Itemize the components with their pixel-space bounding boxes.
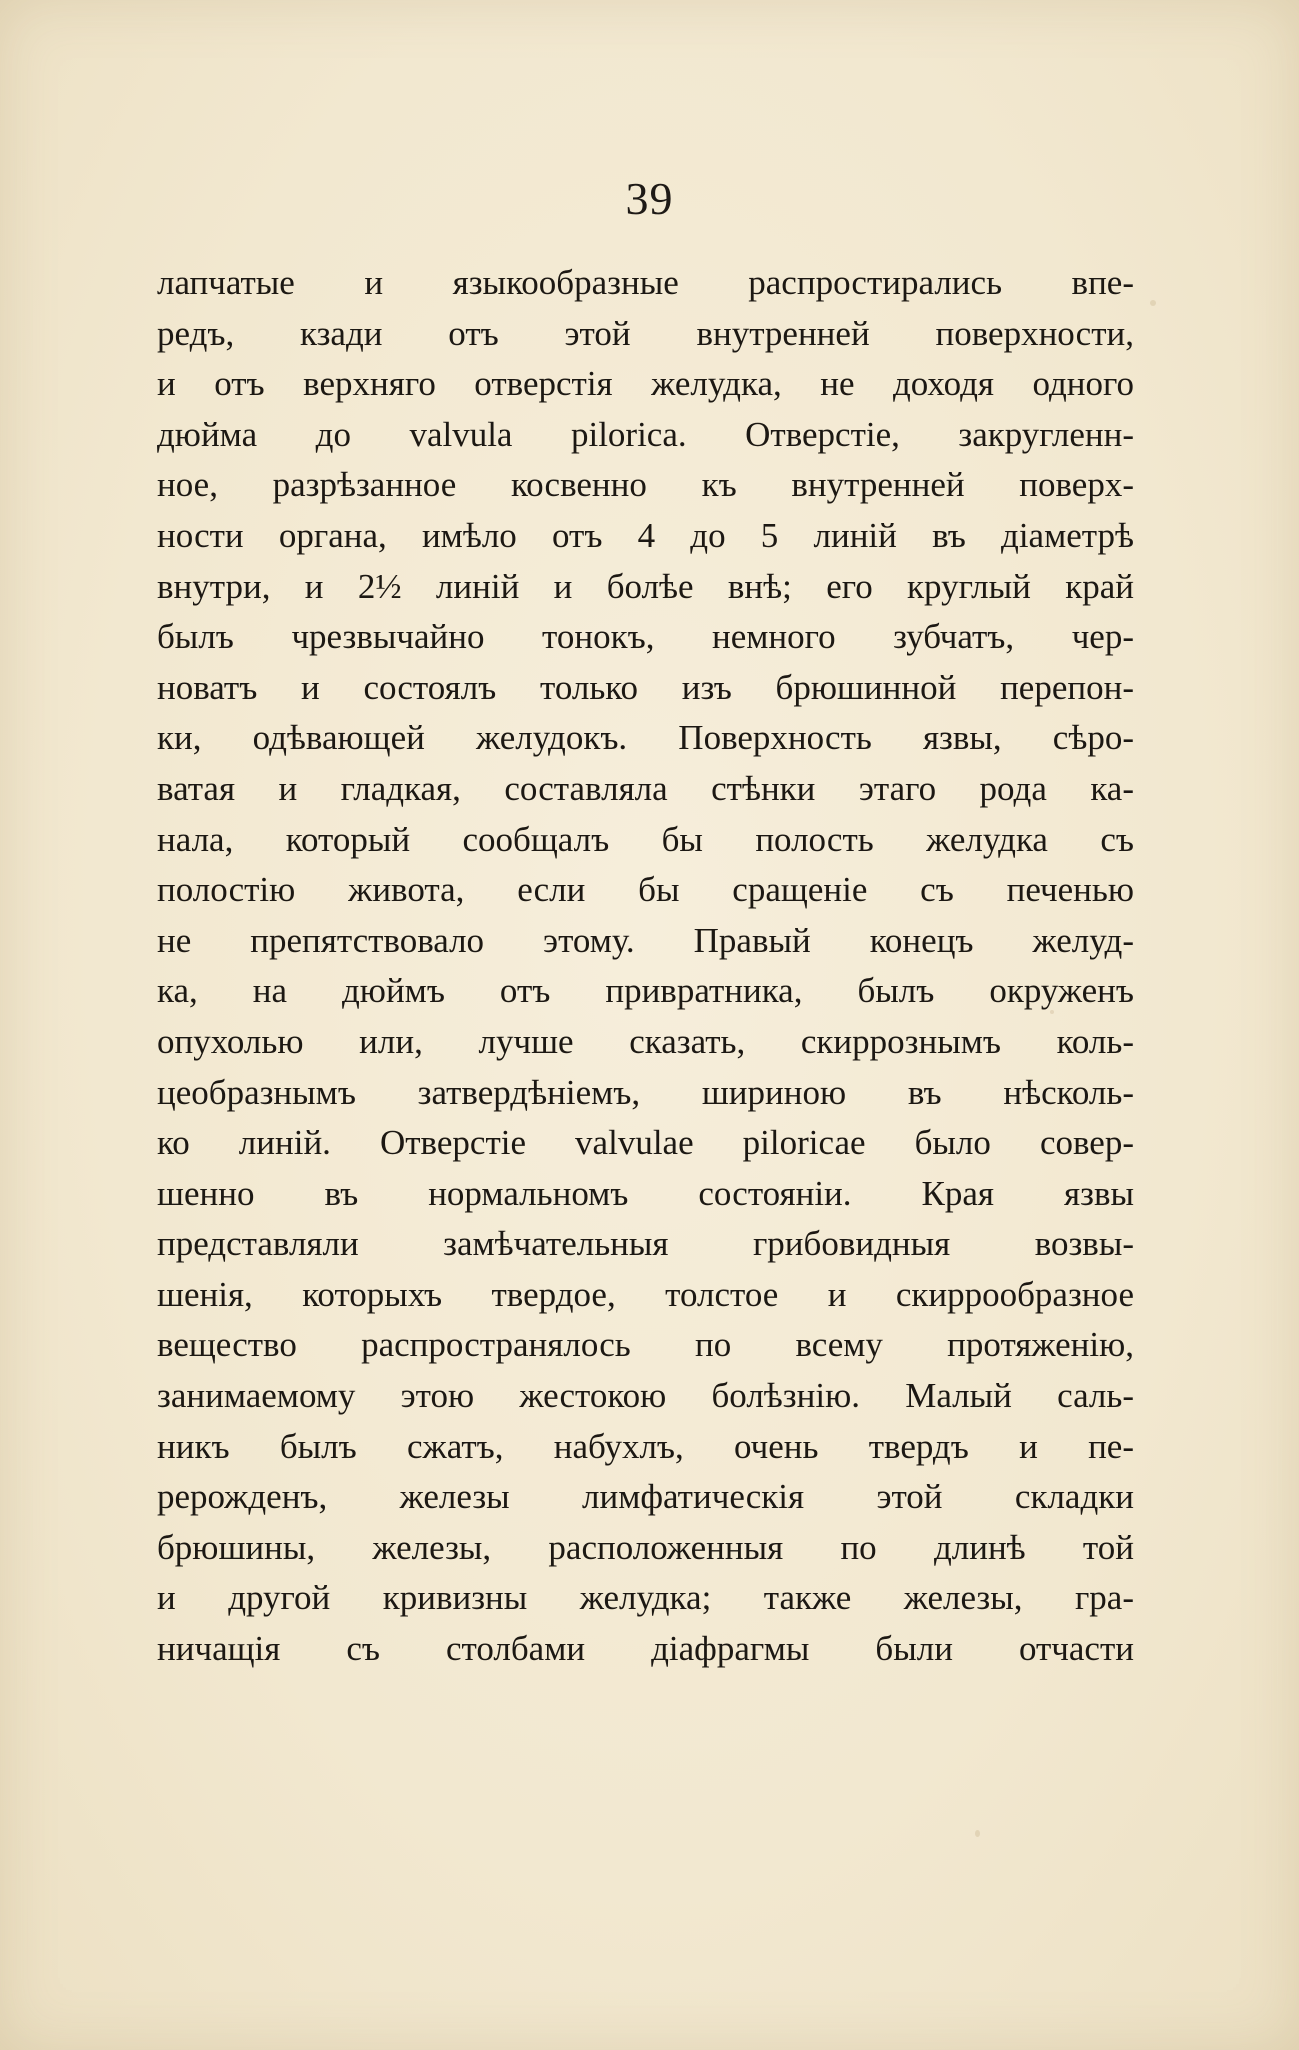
text-line: шенія, которыхъ твердое, толстое и скиррообразное (157, 1274, 1134, 1314)
text-line: никъ былъ сжатъ, набухлъ, очень твердъ и пе- (157, 1426, 1134, 1466)
text-line: ка, на дюймъ отъ привратника, былъ окруженъ (157, 971, 1134, 1011)
text-line: ное, разрѣзанное косвенно къ внутренней поверх- (157, 465, 1134, 505)
text-line: внутри, и 2½ линій и болѣе внѣ; его круглый край (157, 566, 1134, 606)
text-line: шенно въ нормальномъ состояніи. Края язвы (157, 1173, 1134, 1213)
text-line: былъ чрезвычайно тонокъ, немного зубчатъ, чер- (157, 617, 1134, 657)
text-line: представляли замѣчательныя грибовидныя возвы- (157, 1224, 1134, 1264)
paper-stain (975, 1830, 980, 1837)
paper-stain (1150, 300, 1156, 306)
text-line: полостію живота, если бы сращеніе съ печенью (157, 870, 1134, 910)
text-line: ватая и гладкая, составляла стѣнки этаго рода ка- (157, 768, 1134, 808)
text-line: и отъ верхняго отверстія желудка, не доходя одного (157, 364, 1134, 404)
text-line: ности органа, имѣло отъ 4 до 5 линій въ діаметрѣ (157, 515, 1134, 555)
text-line: лапчатые и языкообразные распростирались впе- (157, 263, 1134, 302)
text-line: ничащія съ столбами діафрагмы были отчасти (157, 1629, 1134, 1669)
body-text (157, 258, 1134, 1675)
text-line: нала, который сообщалъ бы полость желудка съ (157, 819, 1134, 859)
text-line: занимаемому этою жестокою болѣзнію. Малый саль- (157, 1376, 1134, 1416)
page-number: 39 (625, 173, 674, 224)
text-line: цеобразнымъ затвердѣніемъ, шириною въ нѣсколь- (157, 1072, 1134, 1112)
text-line: и другой кривизны желудка; также железы, гра- (157, 1578, 1134, 1618)
text-line: новатъ и состоялъ только изъ брюшинной перепон- (157, 667, 1134, 707)
text-line: дюйма до valvula pilorica. Отверстіе, закругленн- (157, 414, 1134, 454)
text-line: ки, одѣвающей желудокъ. Поверхность язвы, сѣро- (157, 718, 1134, 758)
text-line: опухолью или, лучше сказать, скиррознымъ коль- (157, 1021, 1134, 1061)
text-line: рерожденъ, железы лимфатическія этой складки (157, 1477, 1134, 1517)
text-line: редъ, кзади отъ этой внутренней поверхности, (157, 313, 1134, 353)
text-line: не препятствовало этому. Правый конецъ желуд- (157, 920, 1134, 960)
text-line: вещество распространялось по всему протяженію, (157, 1325, 1134, 1365)
text-line: ко линій. Отверстіе valvulae pilorісае было совер- (157, 1123, 1134, 1163)
text-line: брюшины, железы, расположенныя по длинѣ той (157, 1527, 1134, 1567)
